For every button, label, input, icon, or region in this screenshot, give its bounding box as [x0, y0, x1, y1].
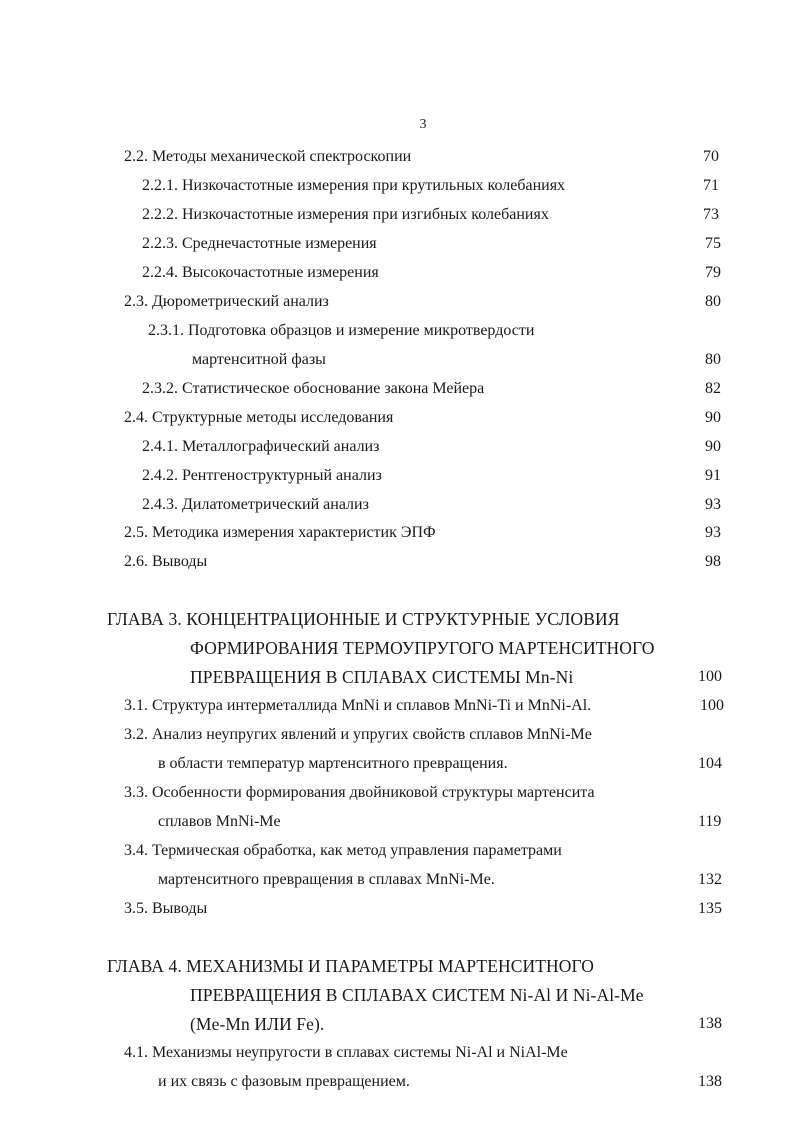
chapter-3-heading: ГЛАВА 3. КОНЦЕНТРАЦИОННЫЕ И СТРУКТУРНЫЕ УСЛОВИЯ [107, 609, 620, 629]
toc-entry-title: 2.2. Методы механической спектроскопии [124, 148, 412, 165]
toc-entry-title: 3.1. Структура интерметаллида MnNi и сплавов MnNi-Ti и MnNi-Al. [124, 697, 592, 714]
toc-entry-title: 3.3. Особенности формирования двойниковой структуры мартенсита [124, 784, 595, 801]
toc-entry-page: 132 [698, 871, 722, 888]
chapter-4-heading: ГЛАВА 4. МЕХАНИЗМЫ И ПАРАМЕТРЫ МАРТЕНСИТНОГО [107, 956, 595, 976]
chapter-4-heading-continuation: (Me-Mn ИЛИ Fe). [190, 1014, 325, 1034]
chapter-3-heading-continuation: ПРЕВРАЩЕНИЯ В СПЛАВАХ СИСТЕМЫ Mn-Ni [190, 667, 574, 687]
toc-entry-title-continuation: в области температур мартенситного превращения. [158, 755, 508, 772]
toc-entry-title: 3.5. Выводы [124, 900, 208, 917]
toc-entry-title: 2.5. Методика измерения характеристик ЭПФ [124, 524, 436, 541]
toc-entry-page: 100 [698, 668, 722, 685]
toc-entry-title: 2.3.2. Статистическое обоснование закона Мейера [142, 380, 485, 397]
toc-entry-title: 2.4.3. Дилатометрический анализ [142, 496, 369, 513]
toc-entry-page: 90 [705, 438, 721, 455]
toc-entry-page: 82 [705, 380, 721, 397]
toc-entry-title: 2.6. Выводы [124, 553, 208, 570]
toc-entry-title: 2.3.1. Подготовка образцов и измерение микротвердости [148, 322, 535, 339]
toc-entry-title-continuation: сплавов MnNi-Me [158, 813, 281, 830]
toc-entry-title: 2.2.2. Низкочастотные измерения при изгибных колебаниях [142, 206, 549, 223]
toc-entry-page: 100 [700, 697, 724, 714]
toc-entry-page: 70 [703, 148, 719, 165]
toc-entry-page: 80 [705, 351, 721, 368]
toc-entry-page: 98 [705, 553, 721, 570]
toc-entry-title: 2.2.3. Среднечастотные измерения [142, 235, 377, 252]
toc-entry-title: 2.4.1. Металлографический анализ [142, 438, 380, 455]
toc-entry-title: 2.3. Дюрометрический анализ [124, 293, 329, 310]
toc-entry-title-continuation: мартенситной фазы [192, 351, 326, 368]
toc-entry-page: 73 [703, 206, 719, 223]
toc-entry-page: 80 [705, 293, 721, 310]
toc-entry-page: 119 [698, 813, 722, 830]
toc-entry-title: 2.4.2. Рентгеноструктурный анализ [142, 467, 382, 484]
toc-entry-page: 93 [705, 496, 721, 513]
toc-entry-title: 3.4. Термическая обработка, как метод управления параметрами [124, 842, 562, 859]
toc-entry-page: 71 [703, 177, 719, 194]
toc-entry-page: 138 [698, 1015, 722, 1032]
toc-entry-title: 4.1. Механизмы неупругости в сплавах системы Ni-Al и NiAl-Me [124, 1044, 568, 1061]
toc-entry-page: 104 [698, 755, 722, 772]
toc-entry-title: 3.2. Анализ неупругих явлений и упругих свойств сплавов MnNi-Me [124, 726, 592, 743]
toc-entry-title: 2.2.1. Низкочастотные измерения при крутильных колебаниях [142, 177, 566, 194]
toc-entry-title-continuation: и их связь с фазовым превращением. [158, 1073, 410, 1090]
toc-entry-title: 2.2.4. Высокочастотные измерения [142, 264, 379, 281]
toc-entry-page: 91 [705, 467, 721, 484]
toc-entry-page: 90 [705, 409, 721, 426]
toc-entry-page: 75 [705, 235, 721, 252]
chapter-3-heading-continuation: ФОРМИРОВАНИЯ ТЕРМОУПРУГОГО МАРТЕНСИТНОГО [190, 638, 655, 658]
toc-entry-page: 135 [698, 900, 722, 917]
page-number: 3 [419, 117, 427, 132]
toc-entry-page: 138 [698, 1073, 722, 1090]
chapter-4-heading-continuation: ПРЕВРАЩЕНИЯ В СПЛАВАХ СИСТЕМ Ni-Al И Ni-Al-Me [190, 985, 644, 1005]
toc-entry-title: 2.4. Структурные методы исследования [124, 409, 394, 426]
toc-entry-title-continuation: мартенситного превращения в сплавах MnNi-Me. [158, 871, 495, 888]
toc-entry-page: 79 [705, 264, 721, 281]
toc-entry-page: 93 [705, 524, 721, 541]
